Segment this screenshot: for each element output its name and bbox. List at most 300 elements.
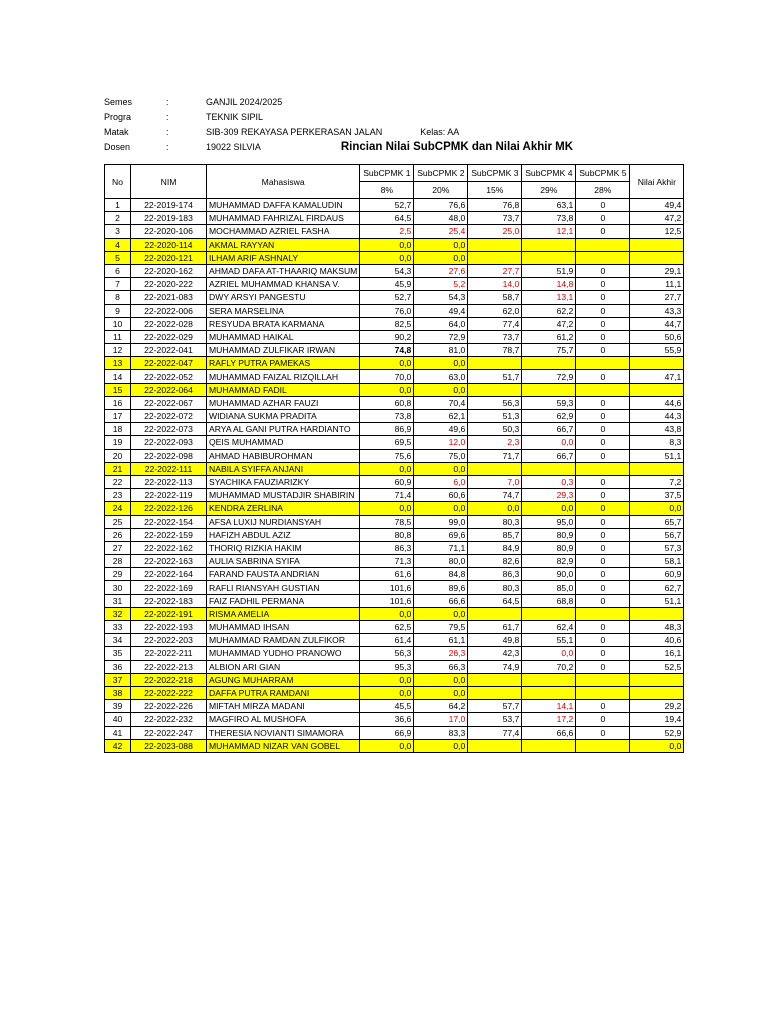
cell-subcpmk5: 0 — [576, 449, 630, 462]
cell-subcpmk4: 0,0 — [522, 502, 576, 515]
cell-subcpmk1: 36,6 — [360, 713, 414, 726]
semester-value: GANJIL 2024/2025 — [206, 96, 283, 107]
table-row — [105, 317, 684, 330]
cell-nim: 22-2022-222 — [131, 686, 207, 699]
col-header-subcpmk2: SubCPMK 2 — [414, 165, 468, 182]
cell-subcpmk4: 0,0 — [522, 436, 576, 449]
cell-subcpmk3 — [468, 739, 522, 752]
cell-final: 44,3 — [630, 410, 684, 423]
table-row — [105, 396, 684, 409]
cell-subcpmk2: 76,6 — [414, 199, 468, 212]
cell-subcpmk1: 0,0 — [360, 502, 414, 515]
colon: : — [166, 111, 169, 122]
cell-subcpmk4 — [522, 739, 576, 752]
program-label: Progra — [104, 111, 132, 122]
cell-subcpmk1: 56,3 — [360, 647, 414, 660]
cell-subcpmk1: 60,9 — [360, 475, 414, 488]
table-row — [105, 726, 684, 739]
cell-subcpmk5: 0 — [576, 396, 630, 409]
cell-subcpmk1: 52,7 — [360, 199, 414, 212]
cell-nim: 22-2022-159 — [131, 528, 207, 541]
cell-subcpmk4: 62,9 — [522, 410, 576, 423]
grades-table — [104, 164, 684, 753]
cell-nim: 22-2022-232 — [131, 713, 207, 726]
cell-no: 26 — [105, 528, 131, 541]
cell-nim: 22-2022-119 — [131, 489, 207, 502]
cell-subcpmk5: 0 — [576, 594, 630, 607]
cell-nim: 22-2022-183 — [131, 594, 207, 607]
cell-subcpmk3: 77,4 — [468, 726, 522, 739]
cell-subcpmk3: 85,7 — [468, 528, 522, 541]
cell-subcpmk4 — [522, 673, 576, 686]
cell-subcpmk2: 25,4 — [414, 225, 468, 238]
cell-subcpmk2: 84,8 — [414, 568, 468, 581]
table-row — [105, 225, 684, 238]
cell-subcpmk4: 61,2 — [522, 330, 576, 343]
cell-subcpmk5 — [576, 251, 630, 264]
cell-subcpmk3: 7,0 — [468, 475, 522, 488]
cell-subcpmk5: 0 — [576, 621, 630, 634]
cell-subcpmk1: 69,5 — [360, 436, 414, 449]
cell-name: WIDIANA SUKMA PRADITA — [207, 410, 360, 423]
cell-name: HAFIZH ABDUL AZIZ — [207, 528, 360, 541]
cell-final: 44,6 — [630, 396, 684, 409]
table-row — [105, 673, 684, 686]
cell-final: 40,6 — [630, 634, 684, 647]
cell-subcpmk2: 62,1 — [414, 410, 468, 423]
cell-subcpmk1: 90,2 — [360, 330, 414, 343]
cell-subcpmk5: 0 — [576, 713, 630, 726]
cell-subcpmk3 — [468, 607, 522, 620]
cell-name: MUHAMMAD AZHAR FAUZI — [207, 396, 360, 409]
cell-name: AFSA LUXIJ NURDIANSYAH — [207, 515, 360, 528]
cell-name: ARYA AL GANI PUTRA HARDIANTO — [207, 423, 360, 436]
cell-subcpmk1: 45,5 — [360, 700, 414, 713]
cell-subcpmk2: 0,0 — [414, 383, 468, 396]
cell-subcpmk4: 75,7 — [522, 344, 576, 357]
cell-name: MUHAMMAD YUDHO PRANOWO — [207, 647, 360, 660]
cell-subcpmk5 — [576, 673, 630, 686]
cell-name: MUHAMMAD FADIL — [207, 383, 360, 396]
cell-subcpmk4 — [522, 251, 576, 264]
cell-subcpmk2: 66,6 — [414, 594, 468, 607]
cell-subcpmk4: 47,2 — [522, 317, 576, 330]
cell-final: 52,9 — [630, 726, 684, 739]
cell-final: 7,2 — [630, 475, 684, 488]
cell-no: 8 — [105, 291, 131, 304]
cell-nim: 22-2022-093 — [131, 436, 207, 449]
cell-subcpmk4: 51,9 — [522, 264, 576, 277]
cell-subcpmk5: 0 — [576, 475, 630, 488]
cell-subcpmk2: 17,0 — [414, 713, 468, 726]
cell-subcpmk1: 66,9 — [360, 726, 414, 739]
table-row — [105, 634, 684, 647]
cell-subcpmk3: 64,5 — [468, 594, 522, 607]
cell-subcpmk3: 74,7 — [468, 489, 522, 502]
semester-row — [104, 94, 664, 109]
cell-final: 51,1 — [630, 594, 684, 607]
cell-subcpmk5: 0 — [576, 330, 630, 343]
cell-subcpmk4: 66,6 — [522, 726, 576, 739]
cell-subcpmk1: 0,0 — [360, 238, 414, 251]
col-header-no: No — [105, 165, 131, 199]
cell-subcpmk3: 49,8 — [468, 634, 522, 647]
cell-subcpmk3: 14,0 — [468, 278, 522, 291]
cell-final: 57,3 — [630, 541, 684, 554]
table-row — [105, 264, 684, 277]
cell-no: 4 — [105, 238, 131, 251]
cell-subcpmk3: 51,3 — [468, 410, 522, 423]
cell-subcpmk3 — [468, 357, 522, 370]
cell-subcpmk4 — [522, 238, 576, 251]
cell-final: 8,3 — [630, 436, 684, 449]
cell-name: AKMAL RAYYAN — [207, 238, 360, 251]
cell-no: 39 — [105, 700, 131, 713]
cell-no: 29 — [105, 568, 131, 581]
cell-subcpmk3: 86,3 — [468, 568, 522, 581]
cell-name: NABILA SYIFFA ANJANI — [207, 462, 360, 475]
cell-nim: 22-2022-098 — [131, 449, 207, 462]
cell-subcpmk4: 66,7 — [522, 449, 576, 462]
cell-subcpmk2: 48,0 — [414, 212, 468, 225]
cell-name: DAFFA PUTRA RAMDANI — [207, 686, 360, 699]
cell-subcpmk3 — [468, 238, 522, 251]
cell-subcpmk5: 0 — [576, 212, 630, 225]
table-row — [105, 660, 684, 673]
col-header-final: Nilai Akhir — [630, 165, 684, 199]
cell-nim: 22-2022-191 — [131, 607, 207, 620]
cell-subcpmk4 — [522, 383, 576, 396]
cell-subcpmk2: 0,0 — [414, 251, 468, 264]
cell-subcpmk1: 76,0 — [360, 304, 414, 317]
cell-nim: 22-2023-088 — [131, 739, 207, 752]
cell-nim: 22-2022-226 — [131, 700, 207, 713]
table-row — [105, 555, 684, 568]
cell-subcpmk3: 27,7 — [468, 264, 522, 277]
cell-subcpmk2: 0,0 — [414, 238, 468, 251]
cell-name: DWY ARSYI PANGESTU — [207, 291, 360, 304]
cell-subcpmk4: 63,1 — [522, 199, 576, 212]
cell-no: 13 — [105, 357, 131, 370]
cell-subcpmk5: 0 — [576, 541, 630, 554]
cell-subcpmk1: 101,6 — [360, 581, 414, 594]
cell-final — [630, 238, 684, 251]
cell-subcpmk2: 0,0 — [414, 673, 468, 686]
cell-subcpmk2: 49,6 — [414, 423, 468, 436]
cell-subcpmk3: 58,7 — [468, 291, 522, 304]
cell-no: 37 — [105, 673, 131, 686]
cell-subcpmk3: 73,7 — [468, 330, 522, 343]
cell-no: 38 — [105, 686, 131, 699]
cell-subcpmk4: 80,9 — [522, 528, 576, 541]
cell-subcpmk2: 49,4 — [414, 304, 468, 317]
table-row — [105, 278, 684, 291]
cell-final: 0,0 — [630, 739, 684, 752]
cell-subcpmk1: 0,0 — [360, 251, 414, 264]
cell-subcpmk2: 0,0 — [414, 686, 468, 699]
cell-no: 23 — [105, 489, 131, 502]
cell-subcpmk5 — [576, 238, 630, 251]
cell-nim: 22-2020-222 — [131, 278, 207, 291]
cell-nim: 22-2022-213 — [131, 660, 207, 673]
cell-subcpmk3: 82,6 — [468, 555, 522, 568]
colon: : — [166, 141, 169, 152]
cell-subcpmk3: 78,7 — [468, 344, 522, 357]
cell-no: 41 — [105, 726, 131, 739]
table-row — [105, 449, 684, 462]
col-header-name: Mahasiswa — [207, 165, 360, 199]
cell-nim: 22-2022-028 — [131, 317, 207, 330]
cell-subcpmk3: 25,0 — [468, 225, 522, 238]
cell-subcpmk1: 101,6 — [360, 594, 414, 607]
cell-no: 1 — [105, 199, 131, 212]
lecturer-value: 19022 SILVIA — [206, 141, 261, 152]
cell-no: 36 — [105, 660, 131, 673]
cell-subcpmk1: 0,0 — [360, 686, 414, 699]
cell-nim: 22-2020-121 — [131, 251, 207, 264]
col-header-nim: NIM — [131, 165, 207, 199]
table-row — [105, 647, 684, 660]
table-row — [105, 541, 684, 554]
cell-final: 43,8 — [630, 423, 684, 436]
cell-subcpmk4: 17,2 — [522, 713, 576, 726]
cell-no: 33 — [105, 621, 131, 634]
cell-no: 34 — [105, 634, 131, 647]
cell-nim: 22-2022-203 — [131, 634, 207, 647]
cell-no: 10 — [105, 317, 131, 330]
report-header — [104, 94, 664, 154]
cell-final: 43,3 — [630, 304, 684, 317]
cell-nim: 22-2022-047 — [131, 357, 207, 370]
cell-subcpmk1: 54,3 — [360, 264, 414, 277]
cell-name: ALBION ARI GIAN — [207, 660, 360, 673]
cell-subcpmk2: 64,0 — [414, 317, 468, 330]
cell-subcpmk2: 75,0 — [414, 449, 468, 462]
table-row — [105, 370, 684, 383]
cell-subcpmk4 — [522, 357, 576, 370]
cell-no: 19 — [105, 436, 131, 449]
cell-no: 17 — [105, 410, 131, 423]
cell-subcpmk5: 0 — [576, 278, 630, 291]
cell-final — [630, 462, 684, 475]
cell-subcpmk3: 56,3 — [468, 396, 522, 409]
cell-name: MUHAMMAD ZULFIKAR IRWAN — [207, 344, 360, 357]
cell-subcpmk4: 14,1 — [522, 700, 576, 713]
cell-name: FAIZ FADHIL PERMANA — [207, 594, 360, 607]
cell-final: 48,3 — [630, 621, 684, 634]
cell-no: 15 — [105, 383, 131, 396]
table-row — [105, 383, 684, 396]
cell-no: 35 — [105, 647, 131, 660]
cell-subcpmk2: 63,0 — [414, 370, 468, 383]
col-header-subcpmk5: SubCPMK 5 — [576, 165, 630, 182]
program-row — [104, 109, 664, 124]
class-label: Kelas: AA — [420, 126, 460, 137]
cell-name: MUHAMMAD DAFFA KAMALUDIN — [207, 199, 360, 212]
cell-subcpmk5: 0 — [576, 660, 630, 673]
table-row — [105, 502, 684, 515]
cell-subcpmk5 — [576, 739, 630, 752]
table-row — [105, 410, 684, 423]
cell-subcpmk2: 71,1 — [414, 541, 468, 554]
cell-nim: 22-2022-006 — [131, 304, 207, 317]
cell-subcpmk1: 80,8 — [360, 528, 414, 541]
cell-name: AHMAD HABIBUROHMAN — [207, 449, 360, 462]
weight-subcpmk4: 29% — [522, 182, 576, 199]
cell-subcpmk2: 80,0 — [414, 555, 468, 568]
cell-subcpmk4: 62,2 — [522, 304, 576, 317]
cell-final: 56,7 — [630, 528, 684, 541]
cell-subcpmk4: 85,0 — [522, 581, 576, 594]
cell-subcpmk1: 60,8 — [360, 396, 414, 409]
cell-name: FARAND FAUSTA ANDRIAN — [207, 568, 360, 581]
colon: : — [166, 96, 169, 107]
cell-name: AULIA SABRINA SYIFA — [207, 555, 360, 568]
cell-nim: 22-2022-163 — [131, 555, 207, 568]
cell-nim: 22-2019-174 — [131, 199, 207, 212]
cell-nim: 22-2022-247 — [131, 726, 207, 739]
table-row — [105, 475, 684, 488]
cell-subcpmk5: 0 — [576, 568, 630, 581]
report-title: Rincian Nilai SubCPMK dan Nilai Akhir MK — [340, 140, 574, 153]
cell-subcpmk3 — [468, 686, 522, 699]
cell-name: MUHAMMAD FAHRIZAL FIRDAUS — [207, 212, 360, 225]
cell-subcpmk2: 26,3 — [414, 647, 468, 660]
cell-no: 21 — [105, 462, 131, 475]
cell-nim: 22-2022-154 — [131, 515, 207, 528]
cell-nim: 22-2019-183 — [131, 212, 207, 225]
course-label: Matak — [104, 126, 129, 137]
cell-name: THERESIA NOVIANTI SIMAMORA — [207, 726, 360, 739]
table-row — [105, 304, 684, 317]
cell-nim: 22-2022-111 — [131, 462, 207, 475]
cell-subcpmk1: 0,0 — [360, 357, 414, 370]
cell-name: MUHAMMAD RAMDAN ZULFIKOR — [207, 634, 360, 647]
cell-subcpmk4: 68,8 — [522, 594, 576, 607]
cell-subcpmk5: 0 — [576, 502, 630, 515]
cell-nim: 22-2022-067 — [131, 396, 207, 409]
cell-nim: 22-2022-193 — [131, 621, 207, 634]
cell-subcpmk2: 12,0 — [414, 436, 468, 449]
program-value: TEKNIK SIPIL — [206, 111, 264, 122]
cell-subcpmk5: 0 — [576, 291, 630, 304]
cell-subcpmk1: 86,3 — [360, 541, 414, 554]
cell-subcpmk1: 73,8 — [360, 410, 414, 423]
cell-subcpmk1: 0,0 — [360, 739, 414, 752]
cell-subcpmk1: 0,0 — [360, 383, 414, 396]
cell-subcpmk3: 84,9 — [468, 541, 522, 554]
cell-no: 9 — [105, 304, 131, 317]
cell-subcpmk3: 76,8 — [468, 199, 522, 212]
cell-name: MAGFIRO AL MUSHOFA — [207, 713, 360, 726]
cell-subcpmk3: 71,7 — [468, 449, 522, 462]
cell-nim: 22-2022-169 — [131, 581, 207, 594]
weight-subcpmk1: 8% — [360, 182, 414, 199]
cell-subcpmk2: 60,6 — [414, 489, 468, 502]
cell-subcpmk5: 0 — [576, 647, 630, 660]
cell-subcpmk4: 0,0 — [522, 647, 576, 660]
cell-name: MUHAMMAD MUSTADJIR SHABIRIN — [207, 489, 360, 502]
lecturer-row — [104, 139, 664, 154]
cell-subcpmk2: 0,0 — [414, 739, 468, 752]
table-body — [105, 199, 684, 753]
cell-subcpmk2: 0,0 — [414, 357, 468, 370]
cell-final — [630, 357, 684, 370]
table-row — [105, 423, 684, 436]
cell-final — [630, 673, 684, 686]
cell-no: 18 — [105, 423, 131, 436]
cell-subcpmk1: 75,6 — [360, 449, 414, 462]
cell-subcpmk3: 62,0 — [468, 304, 522, 317]
cell-final: 58,1 — [630, 555, 684, 568]
cell-subcpmk3 — [468, 462, 522, 475]
cell-subcpmk1: 82,5 — [360, 317, 414, 330]
cell-nim: 22-2022-029 — [131, 330, 207, 343]
cell-name: QEIS MUHAMMAD — [207, 436, 360, 449]
cell-subcpmk2: 5,2 — [414, 278, 468, 291]
cell-subcpmk3: 57,7 — [468, 700, 522, 713]
cell-subcpmk3: 2,3 — [468, 436, 522, 449]
cell-subcpmk4: 82,9 — [522, 555, 576, 568]
col-header-subcpmk3: SubCPMK 3 — [468, 165, 522, 182]
cell-subcpmk2: 66,3 — [414, 660, 468, 673]
colon: : — [166, 126, 169, 137]
weight-subcpmk5: 28% — [576, 182, 630, 199]
cell-final: 37,5 — [630, 489, 684, 502]
table-row — [105, 528, 684, 541]
cell-no: 16 — [105, 396, 131, 409]
cell-final: 62,7 — [630, 581, 684, 594]
cell-subcpmk4: 13,1 — [522, 291, 576, 304]
cell-subcpmk1: 2,5 — [360, 225, 414, 238]
cell-subcpmk4 — [522, 686, 576, 699]
weight-subcpmk3: 15% — [468, 182, 522, 199]
cell-subcpmk5: 0 — [576, 410, 630, 423]
cell-subcpmk4: 80,9 — [522, 541, 576, 554]
table-row — [105, 686, 684, 699]
table-row — [105, 238, 684, 251]
cell-final: 11,1 — [630, 278, 684, 291]
table-row — [105, 330, 684, 343]
cell-subcpmk5 — [576, 607, 630, 620]
cell-nim: 22-2022-072 — [131, 410, 207, 423]
table-row — [105, 713, 684, 726]
cell-final: 47,1 — [630, 370, 684, 383]
cell-subcpmk2: 69,6 — [414, 528, 468, 541]
cell-subcpmk5: 0 — [576, 581, 630, 594]
table-row — [105, 357, 684, 370]
cell-name: MUHAMMAD FAIZAL RIZQILLAH — [207, 370, 360, 383]
cell-subcpmk4: 66,7 — [522, 423, 576, 436]
cell-subcpmk1: 61,6 — [360, 568, 414, 581]
cell-subcpmk4: 55,1 — [522, 634, 576, 647]
cell-subcpmk4 — [522, 607, 576, 620]
cell-subcpmk5: 0 — [576, 528, 630, 541]
cell-nim: 22-2021-083 — [131, 291, 207, 304]
cell-subcpmk3 — [468, 673, 522, 686]
cell-subcpmk2: 64,2 — [414, 700, 468, 713]
table-row — [105, 291, 684, 304]
table-row — [105, 739, 684, 752]
cell-subcpmk5: 0 — [576, 304, 630, 317]
cell-subcpmk2: 0,0 — [414, 607, 468, 620]
cell-subcpmk3: 74,9 — [468, 660, 522, 673]
cell-nim: 22-2022-073 — [131, 423, 207, 436]
cell-subcpmk5: 0 — [576, 370, 630, 383]
table-row — [105, 212, 684, 225]
cell-no: 24 — [105, 502, 131, 515]
cell-final: 29,1 — [630, 264, 684, 277]
